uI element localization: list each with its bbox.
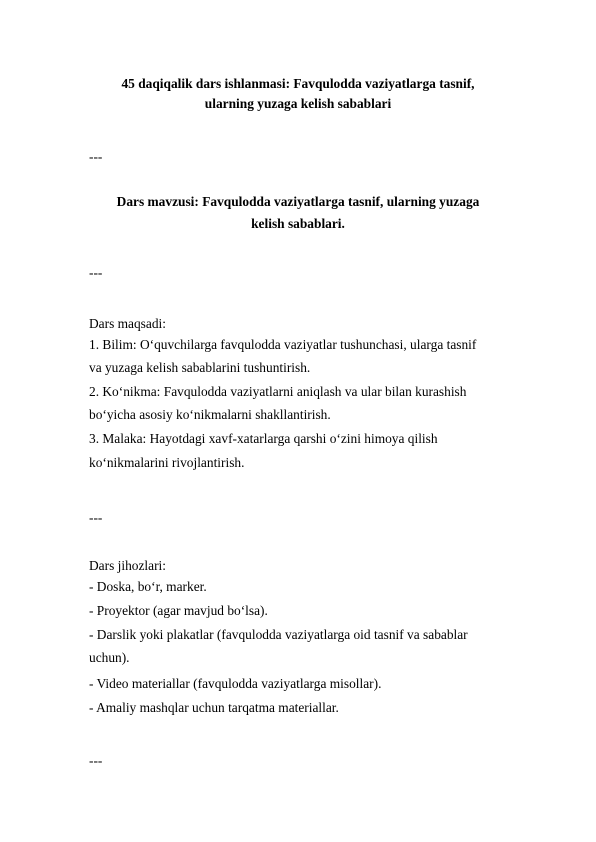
equipment-line: - Darslik yoki plakatlar (favqulodda vaziyatlarga oid tasnif va sabablar [89, 627, 468, 642]
separator: --- [89, 265, 103, 280]
equipment-line: - Video materiallar (favqulodda vaziyatlarga misollar). [89, 676, 382, 691]
topic-line-1: Dars mavzusi: Favqulodda vaziyatlarga tasnif, ularning yuzaga [116, 194, 480, 209]
document-title-line-1: 45 daqiqalik dars ishlanmasi: Favqulodda vaziyatlarga tasnif, [121, 76, 475, 91]
separator: --- [89, 753, 103, 768]
equipment-line: - Amaliy mashqlar uchun tarqatma materiallar. [89, 700, 339, 715]
equipment-line: uchun). [89, 650, 130, 665]
equipment-line: - Doska, bo‘r, marker. [89, 579, 207, 594]
separator: --- [89, 510, 103, 525]
goals-line: 2. Ko‘nikma: Favqulodda vaziyatlarni aniqlash va ular bilan kurashish [89, 384, 467, 399]
goals-line: bo‘yicha asosiy ko‘nikmalarni shakllantirish. [89, 407, 331, 422]
separator: --- [89, 149, 103, 164]
equipment-heading: Dars jihozlari: [89, 558, 166, 573]
goals-line: va yuzaga kelish sabablarini tushuntirish. [89, 360, 311, 375]
goals-line: 3. Malaka: Hayotdagi xavf-xatarlarga qarshi o‘zini himoya qilish [89, 431, 438, 446]
equipment-line: - Proyektor (agar mavjud bo‘lsa). [89, 603, 268, 618]
topic-line-2: kelish sabablari. [251, 216, 345, 231]
document-title-line-2: ularning yuzaga kelish sabablari [204, 96, 392, 111]
goals-line: ko‘nikmalarini rivojlantirish. [89, 455, 245, 470]
goals-heading: Dars maqsadi: [89, 316, 166, 331]
goals-line: 1. Bilim: O‘quvchilarga favqulodda vaziyatlar tushunchasi, ularga tasnif [89, 337, 477, 352]
